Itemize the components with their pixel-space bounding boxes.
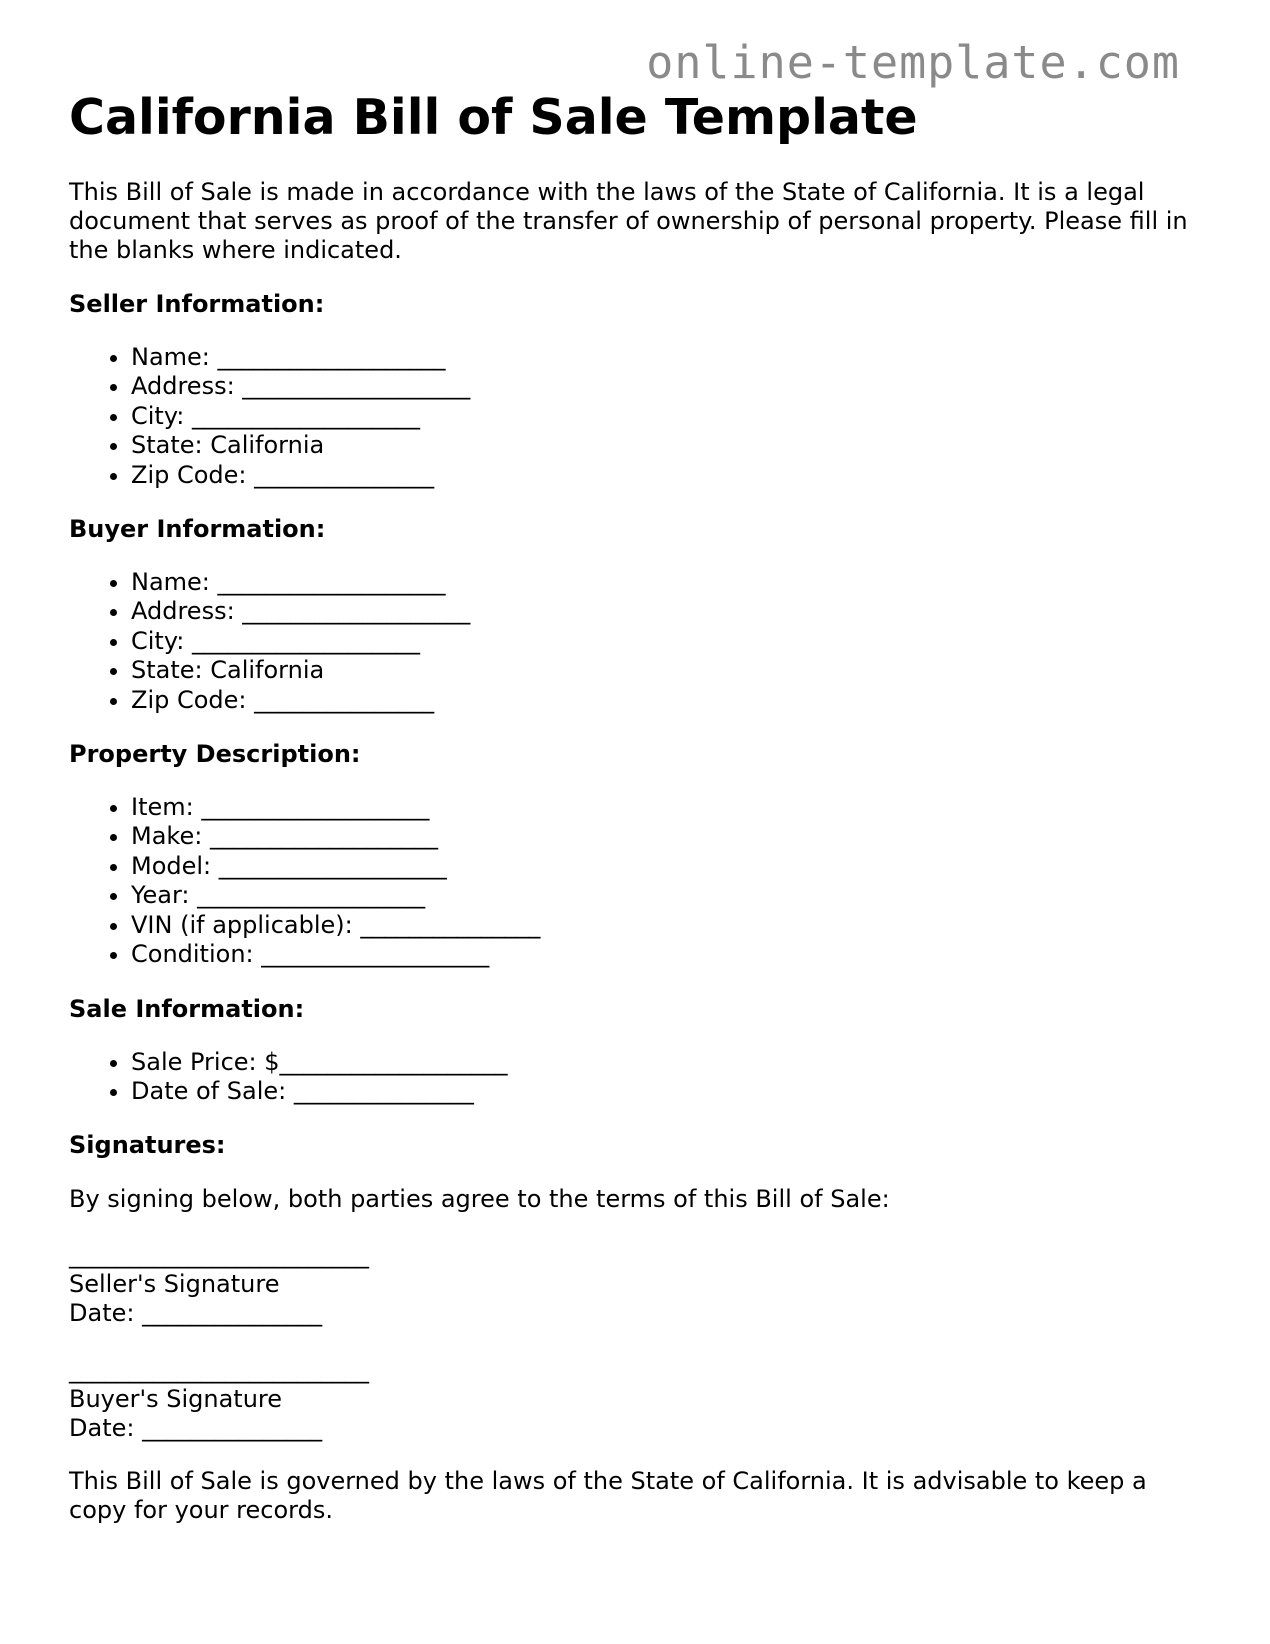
intro-paragraph: This Bill of Sale is made in accordance with the laws of the State of California. It is a legal document that serves as proof of the transfer of ownership of personal property. Please fill in the blanks where indicated. bbox=[69, 178, 1188, 264]
document-body bbox=[69, 86, 1199, 1525]
property-heading: Property Description: bbox=[69, 740, 361, 769]
seller-signature-label: Seller's Signature bbox=[69, 1270, 280, 1299]
buyer-city-field: • City: ___________________ bbox=[131, 627, 1199, 656]
consent-text: By signing below, both parties agree to the terms of this Bill of Sale: bbox=[69, 1185, 890, 1214]
closing-paragraph: This Bill of Sale is governed by the laws of the State of California. It is advisable to keep a copy for your records. bbox=[69, 1467, 1147, 1525]
property-vin-field: • VIN (if applicable): _______________ bbox=[131, 911, 1199, 940]
seller-name-field: • Name: ___________________ bbox=[131, 343, 1199, 372]
buyer-name-field: • Name: ___________________ bbox=[131, 568, 1199, 597]
page-title: California Bill of Sale Template bbox=[69, 89, 918, 146]
seller-signature-block bbox=[69, 1241, 1199, 1328]
sale-price-field: • Sale Price: $___________________ bbox=[131, 1048, 1199, 1077]
seller-signature-date: Date: _______________ bbox=[69, 1299, 323, 1328]
sale-heading: Sale Information: bbox=[69, 994, 305, 1023]
buyer-heading: Buyer Information: bbox=[69, 515, 326, 544]
buyer-signature-label: Buyer's Signature bbox=[69, 1385, 283, 1414]
buyer-signature-line: _________________________ bbox=[69, 1356, 369, 1385]
buyer-state-field: • State: California bbox=[131, 656, 1199, 685]
seller-city-field: • City: ___________________ bbox=[131, 402, 1199, 431]
sale-date-field: • Date of Sale: _______________ bbox=[131, 1077, 1199, 1106]
seller-heading: Seller Information: bbox=[69, 290, 325, 318]
signatures-heading: Signatures: bbox=[69, 1131, 226, 1160]
property-item-field: • Item: ___________________ bbox=[131, 793, 1199, 822]
buyer-address-field: • Address: ___________________ bbox=[131, 597, 1199, 626]
property-condition-field: • Condition: ___________________ bbox=[131, 940, 1199, 969]
buyer-signature-date: Date: _______________ bbox=[69, 1414, 323, 1443]
seller-zip-field: • Zip Code: _______________ bbox=[131, 461, 1199, 490]
property-model-field: • Model: ___________________ bbox=[131, 852, 1199, 881]
buyer-signature-block bbox=[69, 1356, 1199, 1443]
property-make-field: • Make: ___________________ bbox=[131, 822, 1199, 851]
seller-signature-line: _________________________ bbox=[69, 1241, 369, 1270]
buyer-zip-field: • Zip Code: _______________ bbox=[131, 686, 1199, 715]
property-year-field: • Year: ___________________ bbox=[131, 881, 1199, 910]
seller-address-field: • Address: ___________________ bbox=[131, 372, 1199, 401]
watermark: online-template.com bbox=[646, 36, 1180, 89]
sale-list bbox=[69, 1048, 1199, 1107]
seller-list bbox=[69, 343, 1199, 490]
seller-state-field: • State: California bbox=[131, 431, 1199, 460]
buyer-list bbox=[69, 568, 1199, 715]
property-list bbox=[69, 793, 1199, 969]
